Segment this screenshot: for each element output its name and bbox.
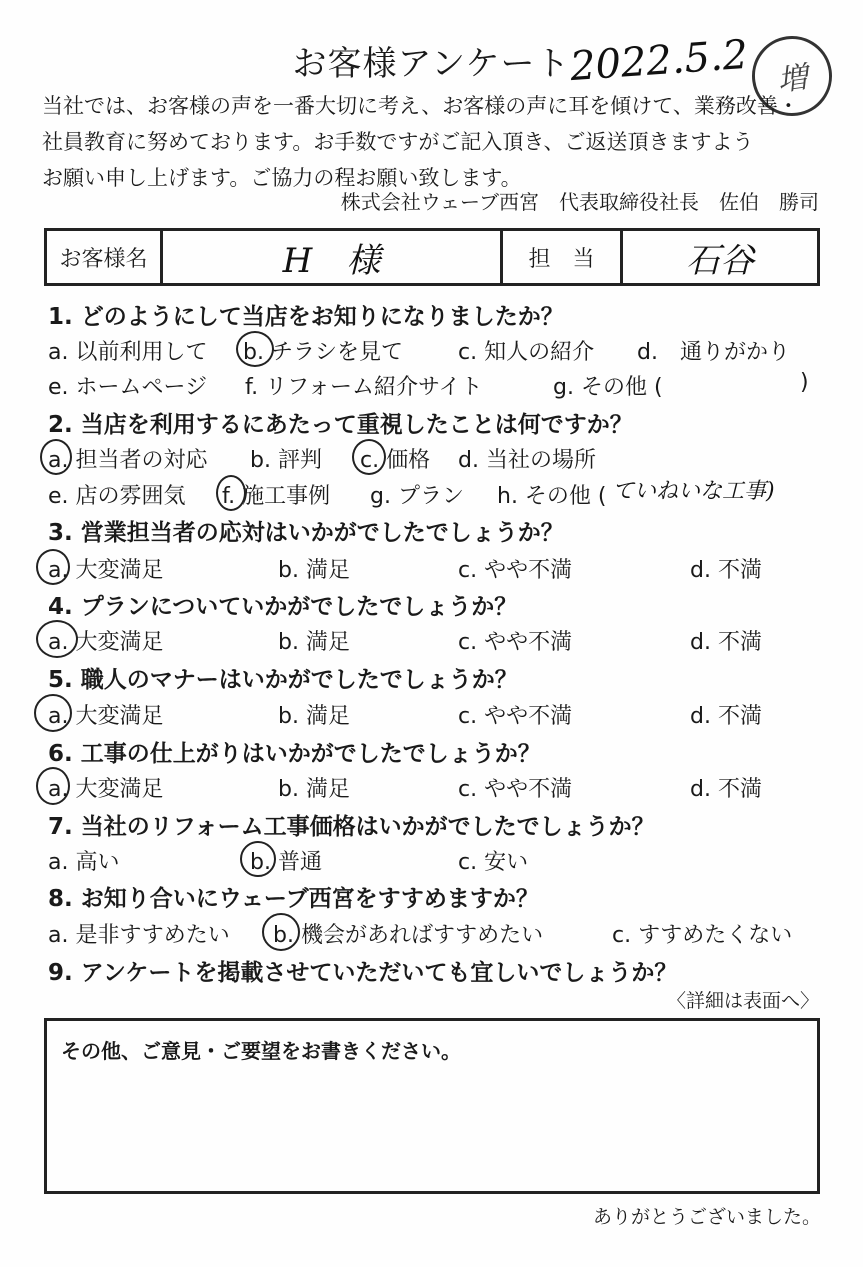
answer-circle (352, 439, 386, 475)
intro-text (42, 88, 799, 196)
question-7: 7. 当社のリフォーム工事価格はいかがでしたでしょうか？ (48, 814, 655, 840)
q1-option-g-close: ) (800, 370, 809, 395)
q2-option-b[interactable]: b. 評判 (250, 448, 322, 473)
q4-option-b[interactable]: b. 満足 (278, 630, 350, 655)
q5-option-b[interactable]: b. 満足 (278, 704, 350, 729)
q3-option-b[interactable]: b. 満足 (278, 558, 350, 583)
q1-option-b[interactable]: b. チラシを見て (243, 340, 403, 365)
answer-circle (240, 841, 276, 877)
comment-label: その他、ご意見・ご要望をお書きください。 (61, 1039, 461, 1063)
q9-note: 〈詳細は表面へ〉 (666, 990, 819, 1012)
q5-option-d[interactable]: d. 不満 (690, 704, 762, 729)
survey-title: お客様アンケート (292, 44, 571, 84)
q4-option-d[interactable]: d. 不満 (690, 630, 762, 655)
approval-stamp: 増 (747, 31, 837, 121)
answer-circle (36, 767, 70, 805)
q2-option-h[interactable]: h. その他 ( (497, 484, 607, 509)
q3-option-d[interactable]: d. 不満 (690, 558, 762, 583)
q2-option-f[interactable]: f. 施工事例 (222, 484, 331, 509)
q7-option-a[interactable]: a. 高い (48, 850, 120, 875)
q1-option-d[interactable]: d. 通りがかり (637, 340, 790, 365)
question-3: 3. 営業担当者の応対はいかがでしたでしょうか？ (48, 520, 564, 546)
q2-option-a[interactable]: a. 担当者の対応 (48, 448, 208, 473)
question-2: 2. 当店を利用するにあたって重視したことは何ですか？ (48, 412, 633, 438)
q8-option-c[interactable]: c. すすめたくない (612, 923, 793, 948)
q8-option-a[interactable]: a. 是非すすめたい (48, 923, 230, 948)
q2-option-e[interactable]: e. 店の雰囲気 (48, 484, 186, 509)
q5-option-c[interactable]: c. やや不満 (458, 704, 573, 729)
q3-option-a[interactable]: a. 大変満足 (48, 558, 164, 583)
answer-circle (34, 694, 72, 732)
thanks-text: ありがとうございました。 (592, 1206, 821, 1228)
q2-option-d[interactable]: d. 当社の場所 (458, 448, 596, 473)
q6-option-c[interactable]: c. やや不満 (458, 777, 573, 802)
intro-line: お願い申し上げます。ご協力の程お願い致します。 (42, 166, 522, 190)
q6-option-d[interactable]: d. 不満 (690, 777, 762, 802)
question-4: 4. プランについていかがでしたでしょうか？ (48, 594, 518, 620)
q1-option-c[interactable]: c. 知人の紹介 (458, 340, 595, 365)
q1-option-f[interactable]: f. リフォーム紹介サイト (245, 375, 483, 400)
question-8: 8. お知り合いにウェーブ西宮をすすめますか？ (48, 886, 539, 912)
question-9: 9. アンケートを掲載させていただいても宜しいでしょうか？ (48, 960, 678, 986)
q1-option-a[interactable]: a. 以前利用して (48, 340, 208, 365)
question-6: 6. 工事の仕上がりはいかがでしたでしょうか？ (48, 741, 541, 767)
answer-circle (262, 913, 300, 951)
q3-option-c[interactable]: c. やや不満 (458, 558, 573, 583)
customer-name: H 様 (163, 231, 503, 283)
q8-option-b[interactable]: b. 機会があればすすめたい (273, 923, 544, 948)
q7-option-c[interactable]: c. 安い (458, 850, 529, 875)
question-1: 1. どのようにして当店をお知りになりましたか？ (48, 304, 564, 330)
question-5: 5. 職人のマナーはいかがでしたでしょうか？ (48, 667, 518, 693)
answer-circle (36, 549, 70, 585)
answer-circle (236, 331, 274, 367)
q4-option-c[interactable]: c. やや不満 (458, 630, 573, 655)
q2-option-c[interactable]: c. 価格 (360, 448, 431, 473)
q7-option-b[interactable]: b. 普通 (250, 850, 322, 875)
q2-option-g[interactable]: g. プラン (370, 484, 464, 509)
q1-option-g[interactable]: g. その他 ( (553, 375, 663, 400)
customer-label: お客様名 (47, 231, 163, 283)
answer-circle (216, 475, 246, 511)
intro-line: 当社では、お客様の声を一番大切に考え、お客様の声に耳を傾けて、業務改善・ (42, 94, 799, 118)
q4-option-a[interactable]: a. 大変満足 (48, 630, 164, 655)
q6-option-b[interactable]: b. 満足 (278, 777, 350, 802)
q2-other-handwritten: ていねいな工事) (612, 479, 775, 504)
answer-circle (36, 620, 78, 658)
staff-name: 石谷 (686, 240, 754, 281)
staff-label: 担 当 (503, 231, 623, 283)
comment-box[interactable] (44, 1018, 820, 1194)
handwritten-date: 2022.5.2 (568, 31, 750, 91)
q6-option-a[interactable]: a. 大変満足 (48, 777, 164, 802)
company-signature: 株式会社ウェーブ西宮 代表取締役社長 佐伯 勝司 (340, 190, 819, 214)
q1-option-e[interactable]: e. ホームページ (48, 375, 208, 400)
intro-line: 社員教育に努めております。お手数ですがご記入頂き、ご返送頂きますよう (42, 130, 754, 154)
answer-circle (40, 439, 72, 475)
customer-info-table (44, 228, 820, 286)
q5-option-a[interactable]: a. 大変満足 (48, 704, 164, 729)
